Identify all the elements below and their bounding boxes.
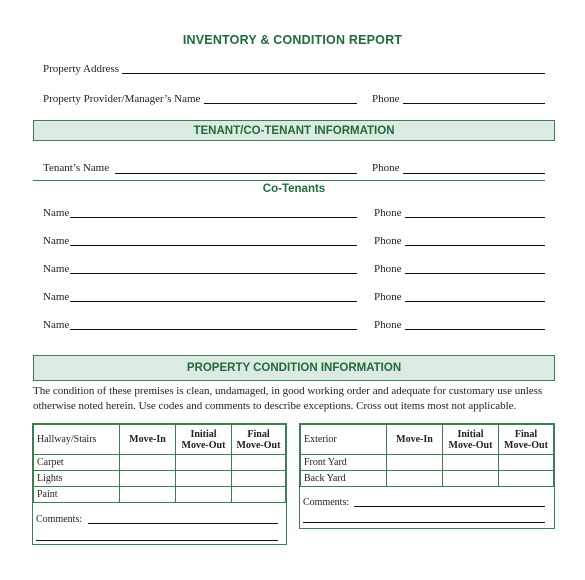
cotenant-phone-field[interactable]: [405, 245, 545, 246]
initial-move-out-cell[interactable]: [176, 471, 232, 487]
tenant-phone-label: Phone: [372, 162, 400, 174]
tenant-section-heading: TENANT/CO-TENANT INFORMATION: [33, 120, 555, 141]
final-move-out-cell[interactable]: [499, 471, 554, 487]
final-move-out-cell[interactable]: [232, 471, 286, 487]
left-comments-label: Comments:: [36, 514, 83, 525]
cotenant-phone-field[interactable]: [405, 217, 545, 218]
table-row: [34, 487, 286, 503]
col-move-in: Move-In: [120, 425, 176, 455]
manager-phone-label: Phone: [372, 93, 400, 105]
col-hallway-stairs: Hallway/Stairs: [34, 425, 120, 455]
property-section-heading: PROPERTY CONDITION INFORMATION: [33, 355, 555, 381]
cotenant-name-label: Name: [43, 207, 70, 219]
cotenant-phone-field[interactable]: [405, 301, 545, 302]
cotenant-name-label: Name: [43, 291, 70, 303]
cotenant-name-field[interactable]: [70, 217, 357, 218]
move-in-cell[interactable]: [120, 471, 176, 487]
move-in-cell[interactable]: [387, 455, 443, 471]
report-title: INVENTORY & CONDITION REPORT: [182, 33, 403, 47]
table-row: [34, 455, 286, 471]
col-final-move-out: Final Move-Out: [499, 425, 554, 455]
cotenant-name-field[interactable]: [70, 245, 357, 246]
cotenant-phone-label: Phone: [374, 263, 402, 275]
left-comments-field-2[interactable]: [36, 540, 278, 541]
cotenant-phone-label: Phone: [374, 319, 402, 331]
cotenant-phone-label: Phone: [374, 291, 402, 303]
row-label: Paint: [34, 487, 120, 503]
col-move-in: Move-In: [387, 425, 443, 455]
row-label: Front Yard: [301, 455, 387, 471]
tenant-phone-field[interactable]: [403, 173, 545, 174]
initial-move-out-cell[interactable]: [443, 471, 499, 487]
cotenant-name-field[interactable]: [70, 273, 357, 274]
property-address-field[interactable]: [122, 73, 545, 74]
col-initial-move-out: Initial Move-Out: [176, 425, 232, 455]
manager-name-field[interactable]: [204, 103, 357, 104]
cotenant-phone-label: Phone: [374, 207, 402, 219]
right-comments-label: Comments:: [303, 497, 350, 508]
initial-move-out-cell[interactable]: [176, 455, 232, 471]
tenant-name-label: Tenant’s Name: [43, 162, 110, 174]
cotenant-phone-field[interactable]: [405, 329, 545, 330]
initial-move-out-cell[interactable]: [176, 487, 232, 503]
move-in-cell[interactable]: [120, 487, 176, 503]
table-row: [301, 455, 554, 471]
table-row: [34, 471, 286, 487]
cotenant-phone-field[interactable]: [405, 273, 545, 274]
property-address-label: Property Address: [43, 63, 120, 75]
final-move-out-cell[interactable]: [232, 487, 286, 503]
initial-move-out-cell[interactable]: [443, 455, 499, 471]
cotenant-name-field[interactable]: [70, 301, 357, 302]
row-label: Lights: [34, 471, 120, 487]
right-comments-field-2[interactable]: [303, 522, 545, 523]
exterior-table: [299, 423, 555, 529]
final-move-out-cell[interactable]: [499, 455, 554, 471]
col-initial-move-out: Initial Move-Out: [443, 425, 499, 455]
move-in-cell[interactable]: [387, 471, 443, 487]
manager-phone-field[interactable]: [403, 103, 545, 104]
final-move-out-cell[interactable]: [232, 455, 286, 471]
cotenants-divider: [33, 180, 545, 181]
table-row: [301, 471, 554, 487]
hallway-stairs-table: [32, 423, 287, 545]
cotenant-phone-label: Phone: [374, 235, 402, 247]
manager-name-label: Property Provider/Manager’s Name: [43, 93, 201, 105]
cotenant-name-field[interactable]: [70, 329, 357, 330]
row-label: Carpet: [34, 455, 120, 471]
cotenant-name-label: Name: [43, 319, 70, 331]
move-in-cell[interactable]: [120, 455, 176, 471]
col-final-move-out: Final Move-Out: [232, 425, 286, 455]
cotenants-heading: Co-Tenants: [262, 183, 326, 195]
col-exterior: Exterior: [301, 425, 387, 455]
right-comments-field[interactable]: [354, 506, 545, 507]
row-label: Back Yard: [301, 471, 387, 487]
cotenant-name-label: Name: [43, 235, 70, 247]
tenant-name-field[interactable]: [115, 173, 357, 174]
left-comments-field[interactable]: [88, 523, 278, 524]
condition-note: The condition of these premises is clean, undamaged, in good working order and adequate for customary use unless otherwise noted herein. Use codes and comments to describe exceptions. Cross out items most not applicable.: [33, 385, 543, 412]
cotenant-name-label: Name: [43, 263, 70, 275]
